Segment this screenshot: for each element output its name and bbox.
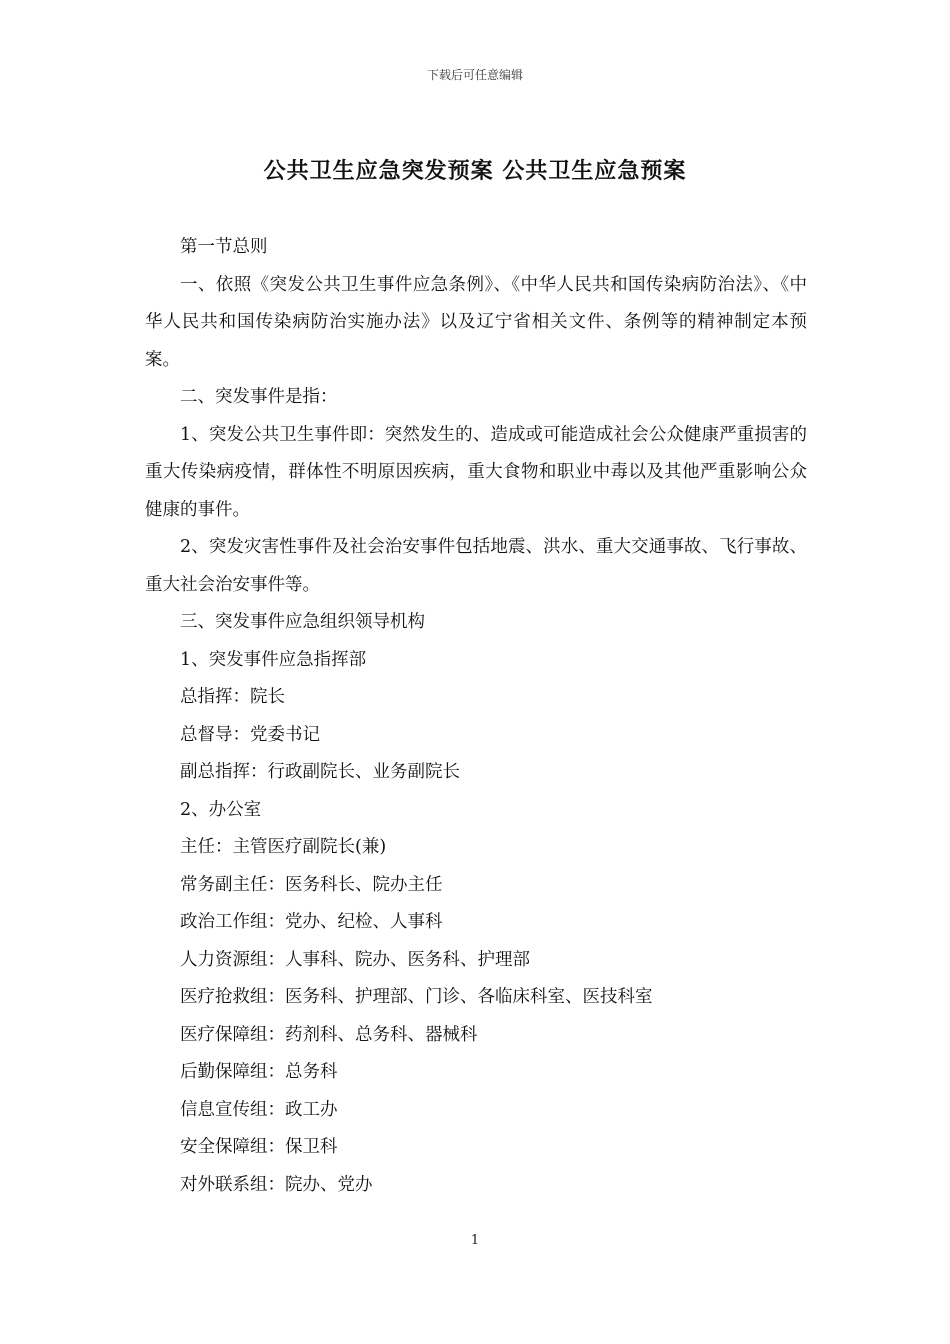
paragraph: 2、突发灾害性事件及社会治安事件包括地震、洪水、重大交通事故、飞行事故、重大社会治安事件等。 [145, 537, 807, 595]
list-item: 政治工作组：党办、纪检、人事科 [180, 912, 443, 932]
document-title: 公共卫生应急突发预案 公共卫生应急预案 [263, 159, 687, 184]
paragraph: 二、突发事件是指： [180, 387, 338, 407]
paragraph: 2、办公室 [180, 799, 262, 820]
list-item: 安全保障组：保卫科 [180, 1137, 338, 1157]
document-body [145, 229, 807, 1204]
paragraph: 1、突发事件应急指挥部 [180, 649, 367, 670]
list-item: 常务副主任：医务科长、院办主任 [180, 874, 443, 895]
section-heading: 第一节总则 [180, 237, 268, 257]
list-item: 总指挥：院长 [180, 687, 285, 707]
paragraph: 三、突发事件应急组织领导机构 [180, 612, 425, 632]
list-item: 信息宣传组：政工办 [180, 1099, 338, 1120]
list-item: 医疗抢救组：医务科、护理部、门诊、各临床科室、医技科室 [180, 987, 653, 1007]
list-item: 医疗保障组：药剂科、总务科、器械科 [180, 1024, 478, 1045]
header-note: 下载后可任意编辑 [426, 68, 523, 82]
list-item: 后勤保障组：总务科 [180, 1062, 338, 1082]
list-item: 总督导：党委书记 [180, 724, 320, 745]
paragraph: 一、依照《突发公共卫生事件应急条例》、《中华人民共和国传染病防治法》、《中华人民共和国传染病防治实施办法》以及辽宁省相关文件、条例等的精神制定本预案。 [145, 274, 807, 370]
list-item: 对外联系组：院办、党办 [180, 1174, 373, 1195]
list-item: 主任：主管医疗副院长(兼) [180, 837, 387, 857]
list-item: 副总指挥：行政副院长、业务副院长 [180, 762, 460, 782]
page-number: 1 [470, 1233, 480, 1248]
list-item: 人力资源组：人事科、院办、医务科、护理部 [180, 949, 530, 970]
paragraph: 1、突发公共卫生事件即：突然发生的、造成或可能造成社会公众健康严重损害的重大传染病疫情，群体性不明原因疾病，重大食物和职业中毒以及其他严重影响公众健康的事件。 [145, 424, 807, 520]
